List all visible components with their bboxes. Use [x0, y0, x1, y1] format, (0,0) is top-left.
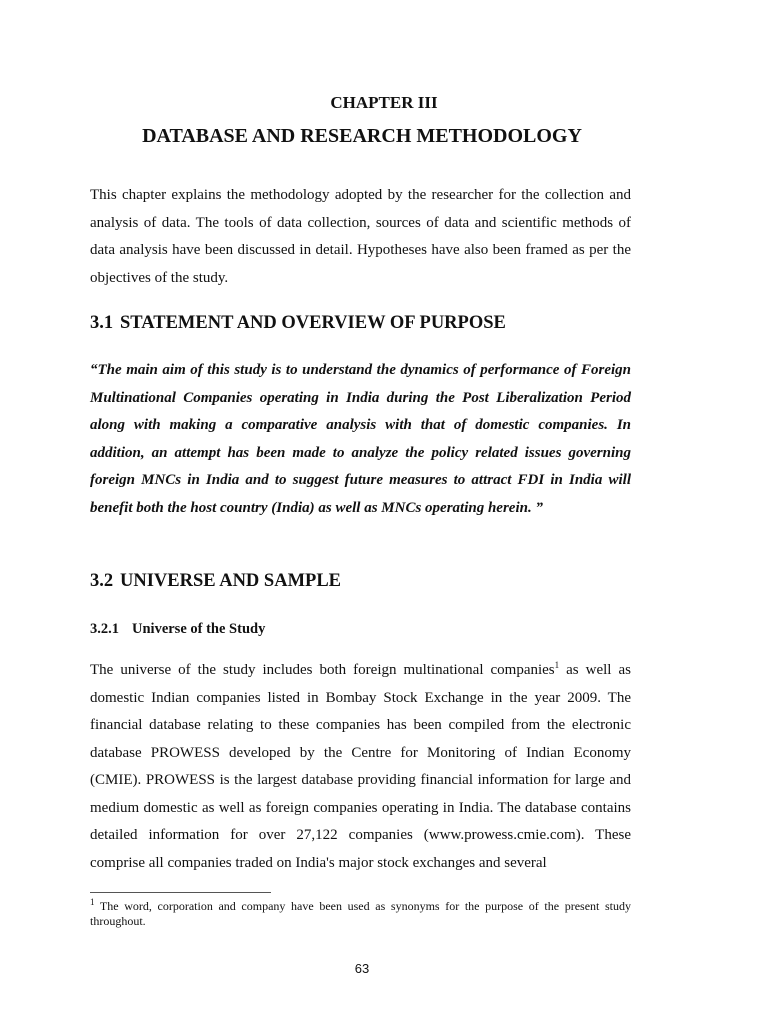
intro-paragraph: This chapter explains the methodology adopted by the researcher for the collection and analysis of data. The tools of data collection, sources of data and scientific methods of data analysis have been discussed in detail. Hypotheses have also been framed as per the objectives of the study.: [90, 187, 631, 286]
universe-text-start: The universe of the study includes both foreign multinational companies: [90, 662, 555, 678]
section-title: STATEMENT AND OVERVIEW OF PURPOSE: [120, 313, 506, 333]
footnote-number: 1: [90, 897, 95, 907]
subsection-number: 3.2.1: [90, 621, 119, 637]
universe-text-rest: as well as domestic Indian companies listed in Bombay Stock Exchange in the year 2009. The financial database relating to these companies has been compiled from the electronic database PROWESS developed by the Centre for Monitoring of Indian Economy (CMIE). PROWESS is the largest database providing financial information for large and medium domestic as well as foreign companies operating in India. The database contains detailed information for over 27,122 companies (www.prowess.cmie.com). These comprise all companies traded on India's major stock exchanges and several: [90, 662, 631, 871]
chapter-label: CHAPTER III: [330, 93, 438, 112]
purpose-quote: “The main aim of this study is to understand the dynamics of performance of Foreign Multinational Companies operating in India during the Post Liberalization Period along with making a comparative analysis with that of domestic companies. In addition, an attempt has been made to analyze the policy related issues governing foreign MNCs in India and to suggest future measures to attract FDI in India will benefit both the host country (India) as well as MNCs operating herein. ”: [90, 362, 631, 516]
section-title: UNIVERSE AND SAMPLE: [120, 571, 342, 591]
page-number: 63: [354, 961, 370, 976]
chapter-title: DATABASE AND RESEARCH METHODOLOGY: [142, 125, 582, 147]
section-heading-3-1: [90, 312, 506, 334]
section-heading-3-2: [90, 570, 341, 592]
section-number: 3.2: [90, 571, 114, 591]
subsection-heading-3-2-1: [90, 620, 265, 638]
footnote-reference[interactable]: 1: [554, 660, 560, 670]
footnote: [90, 899, 631, 929]
universe-paragraph: [90, 657, 631, 877]
footnote-divider: [90, 892, 271, 893]
footnote-text: The word, corporation and company have been used as synonyms for the purpose of the present study throughout.: [90, 899, 631, 928]
subsection-title: Universe of the Study: [132, 621, 266, 637]
section-number: 3.1: [90, 313, 114, 333]
